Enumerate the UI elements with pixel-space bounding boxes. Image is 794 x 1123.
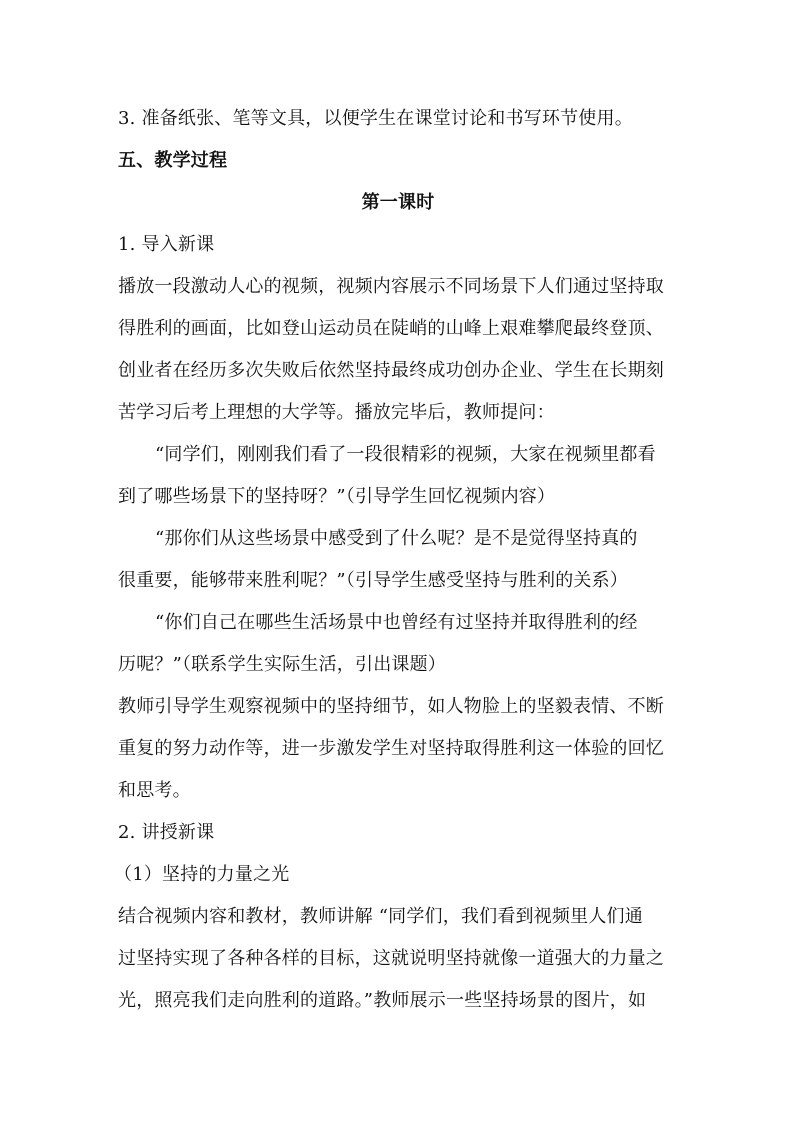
observation-paragraph-line: 和思考。 bbox=[118, 780, 191, 801]
intro-paragraph-line: 苦学习后考上理想的大学等。播放完毕后，教师提问： bbox=[118, 402, 555, 423]
teacher-question-1 bbox=[118, 434, 678, 518]
lecture-paragraph-line: 结合视频内容和教材，教师讲解 “同学们，我们看到视频里人们通 bbox=[118, 906, 643, 927]
teacher-question-2 bbox=[118, 518, 678, 602]
lesson-title: 第一课时 bbox=[361, 192, 435, 213]
observation-paragraph-line: 教师引导学生观察视频中的坚持细节，如人物脸上的坚毅表情、不断 bbox=[118, 696, 664, 717]
observation-paragraph bbox=[118, 686, 678, 812]
sub-heading-power-of-persistence: （1）坚持的力量之光 bbox=[114, 864, 290, 885]
lecture-paragraph-line: 过坚持实现了各种各样的目标，这就说明坚持就像一道强大的力量之 bbox=[118, 948, 664, 969]
document-page bbox=[114, 98, 678, 1022]
step-heading-intro: 1. 导入新课 bbox=[118, 234, 215, 255]
question-line: 很重要，能够带来胜利呢？”（引导学生感受坚持与胜利的关系） bbox=[118, 570, 628, 591]
teacher-question-3 bbox=[118, 602, 678, 686]
question-line: “同学们，刚刚我们看了一段很精彩的视频，大家在视频里都看 bbox=[155, 444, 656, 465]
intro-paragraph-line: 创业者在经历多次失败后依然坚持最终成功创办企业、学生在长期刻 bbox=[118, 360, 664, 381]
question-line: “你们自己在哪些生活场景中也曾经有过坚持并取得胜利的经 bbox=[155, 612, 638, 633]
question-line: 到了哪些场景下的坚持呀？”（引导学生回忆视频内容） bbox=[118, 486, 556, 507]
question-line: 历呢？”（联系学生实际生活，引出课题） bbox=[118, 654, 447, 675]
intro-paragraph bbox=[118, 266, 678, 434]
step-heading-new-lesson: 2. 讲授新课 bbox=[118, 822, 215, 843]
lecture-paragraph-line: 光，照亮我们走向胜利的道路。”教师展示一些坚持场景的图片，如 bbox=[118, 990, 647, 1011]
intro-paragraph-line: 得胜利的画面，比如登山运动员在陡峭的山峰上艰难攀爬最终登顶、 bbox=[118, 318, 664, 339]
section-heading-teaching-process: 五、教学过程 bbox=[118, 150, 228, 171]
question-line: “那你们从这些场景中感受到了什么呢？是不是觉得坚持真的 bbox=[155, 528, 638, 549]
intro-paragraph-line: 播放一段激动人心的视频，视频内容展示不同场景下人们通过坚持取 bbox=[118, 276, 664, 297]
prep-item-3: 3. 准备纸张、笔等文具，以便学生在课堂讨论和书写环节使用。 bbox=[118, 108, 633, 129]
lecture-paragraph bbox=[118, 896, 678, 1022]
observation-paragraph-line: 重复的努力动作等，进一步激发学生对坚持取得胜利这一体验的回忆 bbox=[118, 738, 664, 759]
